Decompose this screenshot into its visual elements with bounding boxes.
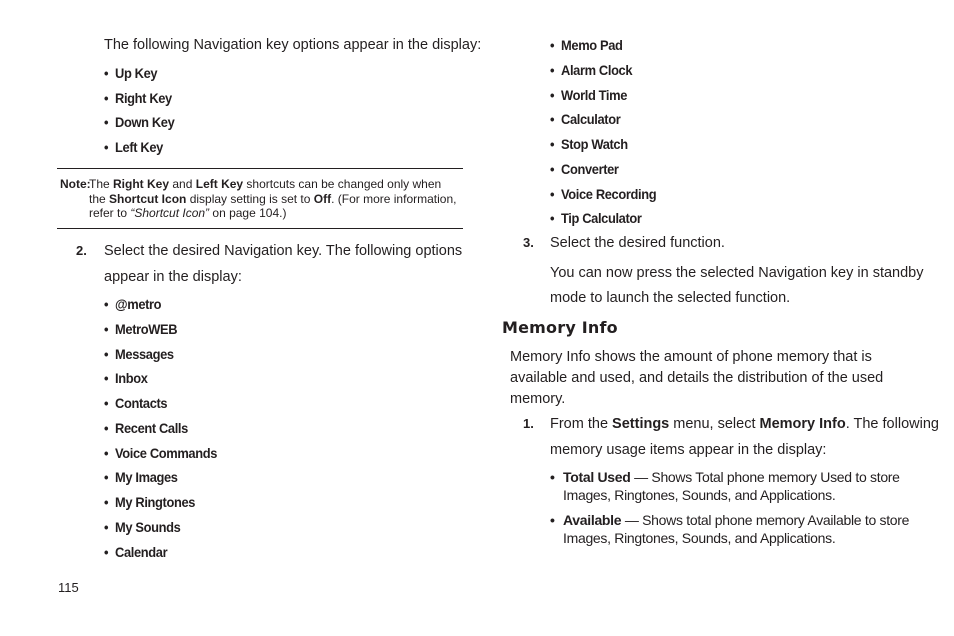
memory-info-ref: Memory Info — [759, 416, 846, 432]
section-paragraph: available and used, and details the distribution of the used — [510, 370, 884, 386]
option-item: • My Sounds — [104, 519, 181, 535]
option-item: • Memo Pad — [550, 37, 623, 53]
option-item: • Tip Calculator — [550, 210, 642, 226]
option-item: • Voice Recording — [550, 186, 657, 202]
page-number: 115 — [58, 580, 79, 595]
nav-key-item: • Up Key — [104, 65, 158, 81]
section-heading: Memory Info — [502, 318, 618, 337]
step-number: 2. — [76, 243, 87, 258]
step2-text: Select the desired Navigation key. The following options — [104, 243, 463, 259]
step-number: 1. — [523, 416, 534, 431]
step3-detail: You can now press the selected Navigation key in standby — [550, 265, 924, 281]
option-item: • Calendar — [104, 544, 168, 560]
step1-text: From the Settings menu, select Memory Info. The following — [550, 416, 939, 432]
option-item: • Alarm Clock — [550, 62, 633, 78]
option-item: • Stop Watch — [550, 136, 628, 152]
option-item: • @metro — [104, 296, 162, 312]
step2-text: appear in the display: — [104, 269, 242, 285]
note-text: The Right Key and Left Key shortcuts can be changed only when the Shortcut Icon display setting is set to Off. (For more information, refer to “Shortcut Icon” on page 104.) — [89, 177, 457, 220]
shortcut-icon-link[interactable]: “Shortcut Icon” — [130, 206, 210, 220]
option-item: • Messages — [104, 346, 174, 362]
option-item: • Recent Calls — [104, 420, 188, 436]
section-paragraph: memory. — [510, 391, 566, 407]
step-number: 3. — [523, 235, 534, 250]
intro-text: The following Navigation key options appear in the display: — [104, 37, 482, 53]
option-item: • Inbox — [104, 370, 148, 386]
section-paragraph: Memory Info shows the amount of phone memory that is — [510, 349, 872, 365]
option-item: • My Images — [104, 469, 178, 485]
option-item: • Converter — [550, 161, 619, 177]
step3-text: Select the desired function. — [550, 235, 725, 251]
memory-item: • Total Used — Shows Total phone memory Used to store Images, Ringtones, Sounds, and Applications. — [550, 469, 900, 503]
memory-item: • Available — Shows total phone memory Available to store Images, Ringtones, Sounds, and Applications. — [550, 512, 910, 546]
bullet: • — [550, 512, 555, 528]
note-bottom-rule — [57, 228, 463, 229]
nav-key-item: • Right Key — [104, 90, 172, 106]
option-item: • World Time — [550, 87, 628, 103]
option-item: • MetroWEB — [104, 321, 178, 337]
nav-key-item: • Down Key — [104, 114, 175, 130]
option-item: • Contacts — [104, 395, 168, 411]
nav-key-item: • Left Key — [104, 139, 163, 155]
note-label: Note: — [60, 177, 91, 191]
step1-text: memory usage items appear in the display: — [550, 442, 827, 458]
option-item: • My Ringtones — [104, 494, 196, 510]
bullet: • — [550, 469, 555, 485]
settings-menu-ref: Settings — [612, 416, 670, 432]
step3-detail: mode to launch the selected function. — [550, 290, 791, 306]
option-item: • Voice Commands — [104, 445, 218, 461]
note-top-rule — [57, 168, 463, 169]
option-item: • Calculator — [550, 111, 621, 127]
